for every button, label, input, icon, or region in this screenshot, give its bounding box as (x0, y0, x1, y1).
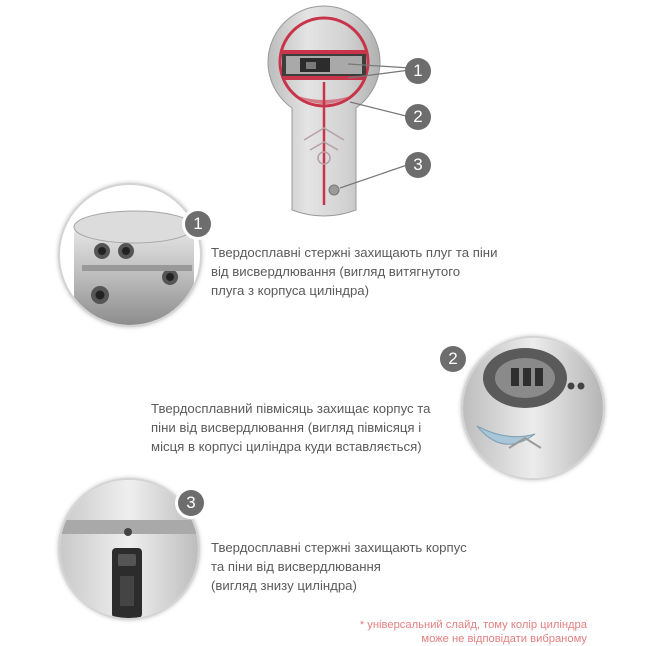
caption-2-line-3: місця в корпусі циліндра куди вставляється) (151, 439, 422, 454)
caption-item-2 (151, 399, 431, 456)
caption-1-line-1: Твердосплавні стержні захищають плуг та піни (211, 245, 498, 260)
detail-badge-3: 3 (178, 490, 204, 516)
caption-2-line-1: Твердосплавний півмісяць захищає корпус та (151, 401, 431, 416)
top-badge-3: 3 (405, 152, 431, 178)
caption-1-line-2: від висвердлювання (вигляд витягнутого (211, 264, 461, 279)
caption-item-1 (211, 243, 497, 300)
caption-3-line-2: та піни від висвердлювання (211, 559, 381, 574)
caption-3-line-1: Твердосплавні стержні захищають корпус (211, 540, 467, 555)
caption-1-line-3: плуга з корпуса циліндра) (211, 283, 370, 298)
caption-3-line-3: (вигляд знизу циліндра) (211, 578, 357, 593)
footnote-line-2: може не відповідати вибраному (421, 633, 587, 645)
top-badge-1: 1 (405, 58, 431, 84)
detail-badge-2: 2 (440, 346, 466, 372)
body-rod-end (329, 185, 339, 195)
caption-item-3 (211, 538, 467, 595)
caption-2-line-2: піни від висвердлювання (вигляд півмісяця і (151, 420, 422, 435)
footnote-line-1: * універсальний слайд, тому колір циліндра (359, 619, 587, 631)
footnote (360, 618, 587, 646)
detail-badge-1: 1 (185, 211, 211, 237)
detail-image-crescent (461, 336, 605, 480)
detail-image-plug (58, 183, 202, 327)
top-badge-2: 2 (405, 104, 431, 130)
plug-detail (282, 50, 366, 80)
